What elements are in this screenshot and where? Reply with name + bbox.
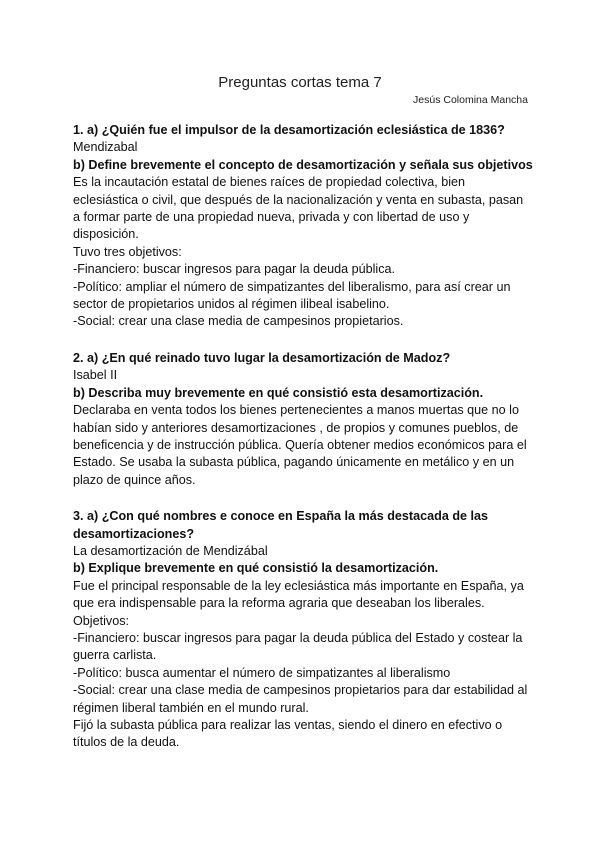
question-section-1	[73, 122, 533, 331]
question-2a: 2. a) ¿En qué reinado tuvo lugar la desamortización de Madoz?	[73, 350, 451, 365]
answer-3b-objective-social: -Social: crear una clase media de campesinos propietarios para dar estabilidad al régimen liberal también en el mundo rural.	[73, 683, 528, 715]
question-3a: 3. a) ¿Con qué nombres e conoce en España la más destacada de las desamortizaciones?	[73, 509, 489, 541]
question-section-2	[73, 350, 533, 489]
answer-1a: Mendizabal	[73, 140, 138, 155]
answer-2a: Isabel II	[73, 368, 118, 383]
question-3b: b) Explique brevemente en qué consistió la desamortización.	[73, 561, 439, 576]
answer-2b: Declaraba en venta todos los bienes pertenecientes a manos muertas que no lo habían sido y anteriores desamortizaciones , de propios y comunes pueblos, de beneficencia y de instrucción pública. Quería obtener medios económicos para el Estado. Se usaba la subasta pública, pagando únicamente en metálico y en un plazo de quince años.	[73, 403, 527, 487]
question-1a: 1. a) ¿Quién fue el impulsor de la desamortización eclesiástica de 1836?	[73, 123, 505, 137]
document-author: Jesús Colomina Mancha	[413, 94, 528, 106]
answer-1b-objective-social: -Social: crear una clase media de campesinos propietarios.	[73, 314, 404, 329]
document-body	[73, 122, 533, 771]
answer-3b-intro: Fue el principal responsable de la ley eclesiástica más importante en España, ya que era indispensable para la reforma agraria que deseaban los liberales.	[73, 578, 524, 611]
answer-3b-objective-political: -Político: busca aumentar el número de simpatizantes al liberalismo	[73, 665, 451, 680]
question-2b: b) Describa muy brevemente en qué consistió esta desamortización.	[73, 385, 484, 400]
question-section-3	[73, 508, 533, 752]
answer-3a: La desamortización de Mendizábal	[73, 543, 268, 558]
question-1b: b) Define brevemente el concepto de desamortización y señala sus objetivos	[73, 157, 533, 172]
answer-3b-objective-financial: -Financiero: buscar ingresos para pagar la deuda pública del Estado y costear la guerra carlista.	[73, 630, 523, 663]
document-title: Preguntas cortas tema 7	[218, 74, 382, 91]
answer-1b-objective-financial: -Financiero: buscar ingresos para pagar la deuda pública.	[73, 262, 396, 277]
answer-3b-objectives-heading: Objetivos:	[73, 613, 129, 628]
answer-3b-auction: Fijó la subasta pública para realizar las ventas, siendo el dinero en efectivo o títulos de la deuda.	[73, 718, 503, 750]
answer-1b-objectives-heading: Tuvo tres objetivos:	[73, 244, 182, 259]
answer-1b-objective-political: -Político: ampliar el número de simpatizantes del liberalismo, para así crear un sector de propietarios unidos al régimen ilibeal isabelino.	[73, 279, 511, 312]
answer-1b-definition: Es la incautación estatal de bienes raíces de propiedad colectiva, bien eclesiástica o civil, que después de la nacionalización y venta en subasta, pasan a formar parte de una propiedad nueva, privada y con libertad de uso y disposición.	[73, 175, 524, 242]
